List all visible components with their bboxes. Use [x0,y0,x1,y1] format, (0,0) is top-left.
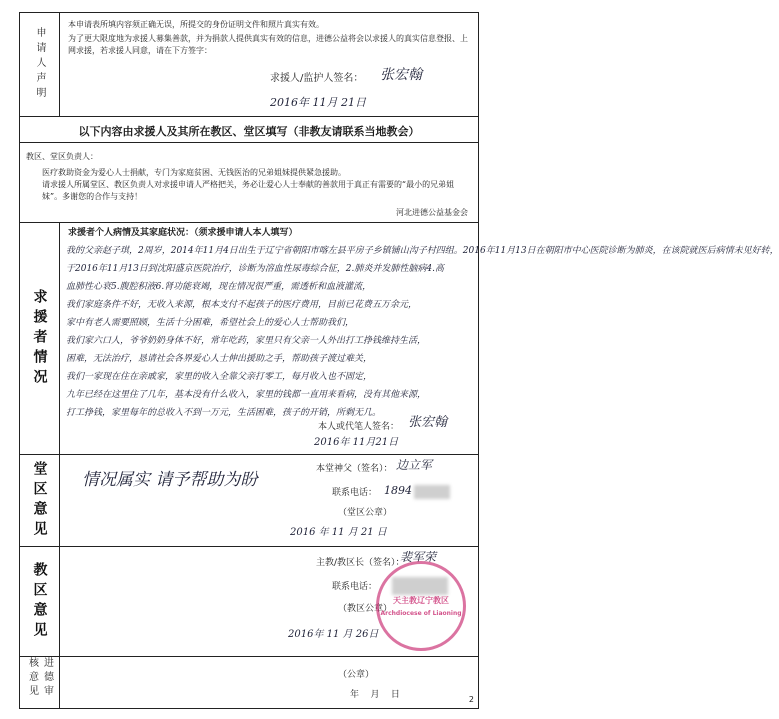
diocese-info-line-3: 请求援人所属堂区、教区负责人对求援申请人严格把关，务必让爱心人士奉献的善款用于真正有需要的“最小的兄弟姐妹”。多谢您的合作与支持！ [42,180,455,201]
situation-line-7: 困难，无法治疗，恳请社会各界爱心人士伸出援助之手，帮助孩子渡过难关， [66,354,373,364]
situation-line-5: 家中有老人需要照顾，生活十分困难，希望社会上的爱心人士帮助我们， [66,318,355,328]
bishop-signature: 裴军荣 [400,550,437,564]
signature-label: 求援人/监护人签名： [270,73,364,84]
parish-label: 堂区意见 [31,460,48,541]
page-number: 2 [468,695,474,704]
situation-line-10: 打工挣钱，家里每年的总收入不到一万元，生活困难，孩子的开销，所剩无几。 [66,408,382,418]
org-name: 河北进德公益基金会 [396,208,468,217]
diocese-date: 2016年 11 月 26日 [288,629,379,640]
parish-opinion: 情况属实 请予帮助为盼 [82,470,258,490]
review-seal-label: （公章） [338,670,375,680]
situation-section [20,223,779,455]
situation-heading: 求援者个人病情及其家庭状况：（须求援申请人本人填写） [68,228,298,238]
section-header: 以下内容由求援人及其所在教区、堂区填写（非教友请联系当地教会） [78,125,420,138]
situation-line-1: 我的父亲赵子琪，2周岁，2014年11月4日出生于辽宁省朝阳市喀左县平房子乡镇铺山沟子村四组。2016年11月13日在朝阳市中心医院诊断为肺炎，在该院就医后病情未见好转， [66,246,779,256]
review-label-cell [20,657,60,708]
diocese-info-line-1: 教区、堂区负责人： [26,152,98,161]
parish-seal-label: （堂区公章） [338,508,393,518]
diocese-seal-stamp [376,561,466,651]
declaration-section [20,13,478,117]
applicant-signature: 张宏翰 [380,67,422,83]
review-date-label: 年 月 日 [350,690,400,700]
application-form [19,12,779,709]
review-label: 进德审核意见 [26,657,53,699]
bishop-label: 主教/教区长（签名）： [316,558,405,568]
situation-line-4: 我们家庭条件不好，无收入来源，根本支付不起孩子的医疗费用，目前已花费五万余元， [66,300,418,310]
stamp-text: 天主教辽宁教区 [393,596,449,605]
declaration-label-cell [20,13,60,116]
declaration-label: 申请人声明 [34,27,45,102]
situation-signature-label: 本人或代笔人签名： [318,422,400,432]
stamp-text-en: Archdiocese of Liaoning [380,610,462,617]
priest-label: 本堂神父（签名）： [316,464,393,474]
situation-label: 求援者情况 [31,288,48,389]
situation-line-8: 我们一家现在住在亲戚家，家里的收入全靠父亲打零工，每月收入也不固定， [66,372,373,382]
situation-date: 2016年 11月21日 [314,437,399,448]
diocese-label: 教区意见 [31,561,48,642]
review-section [20,657,478,708]
declaration-date: 2016年 11月 21日 [270,96,366,109]
parish-label-cell [20,455,60,546]
diocese-phone-label: 联系电话： [332,582,378,592]
section-header-row [20,117,478,143]
diocese-info-section [20,143,478,223]
diocese-label-cell [20,547,60,656]
situation-line-9: 九年已经在这里住了几年，基本没有什么收入，家里的钱都一直用来看病，没有其他来源， [66,390,427,400]
phone-redaction [414,485,450,499]
situation-signature: 张宏翰 [408,415,448,430]
diocese-seal-label: （教区公章） [338,604,393,614]
parish-phone-label: 联系电话： [332,488,378,498]
diocese-info-line-2: 医疗救助资金为爱心人士捐献，专门为家庭贫困、无钱医治的兄弟姐妹提供紧急援助。 [42,168,346,177]
situation-line-3: 血肺性心衰5.腹腔积液6.肾功能衰竭，现在情况很严重，需透析和血液灌流， [66,282,372,292]
declaration-line-1: 本申请表所填内容须正确无误，所提交的身份证明文件和照片真实有效。 [68,20,324,29]
situation-line-2: 于2016年11月13日到沈阳盛京医院治疗，诊断为溶血性尿毒综合征，2.肺炎并发肺性脑病4.高 [66,264,444,274]
situation-line-6: 我们家六口人，爷爷奶奶身体不好，常年吃药，家里只有父亲一人外出打工挣钱维持生活， [66,336,427,346]
diocese-section [20,547,478,657]
priest-signature: 边立军 [396,458,433,472]
situation-label-cell [20,223,60,454]
parish-section [20,455,478,547]
parish-phone-value: 1894 [384,484,412,497]
parish-date: 2016 年 11 月 21 日 [290,527,387,538]
declaration-line-2: 为了更大限度地为求援人募集善款，并为捐款人提供真实有效的信息，进德公益将会以求援人的真实信息登报、上网求援，若求援人同意，请在下方签字： [68,34,468,55]
